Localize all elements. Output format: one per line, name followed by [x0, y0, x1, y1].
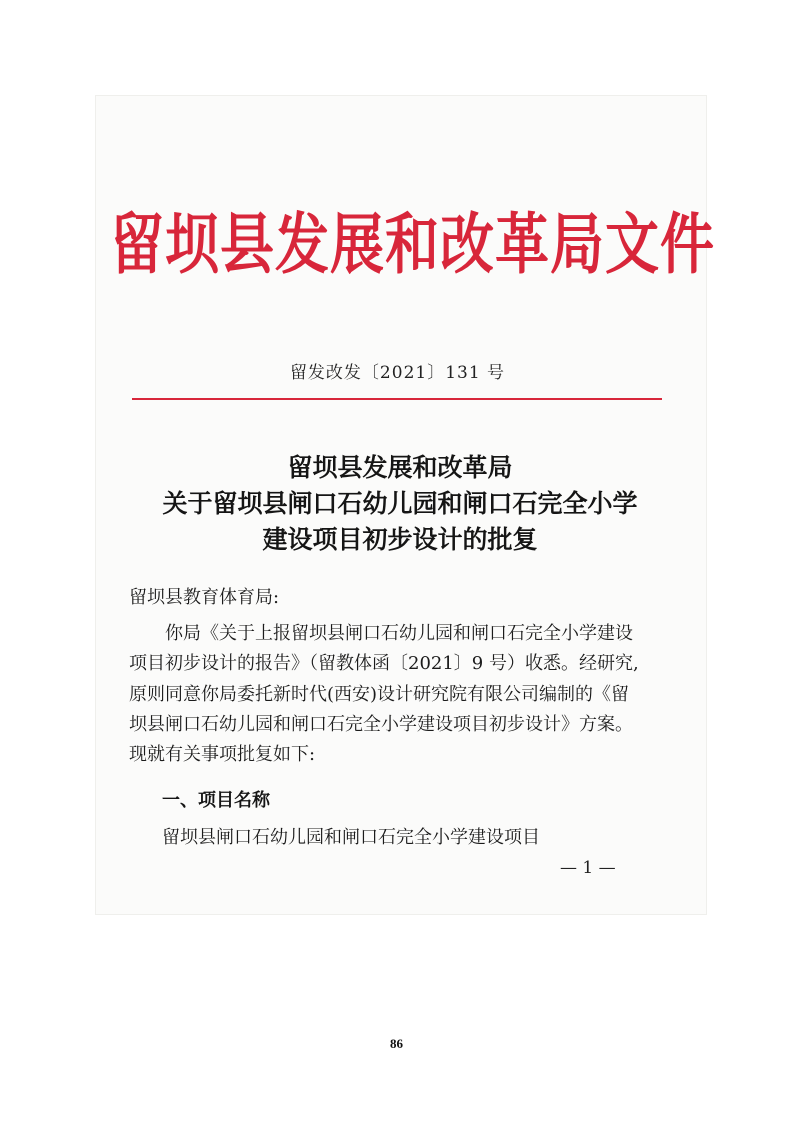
body-paragraph	[129, 619, 669, 770]
issuer-header-title: 留坝县发展和改革局文件	[110, 205, 715, 283]
page-mark: — 1 —	[560, 858, 616, 878]
title-line-2: 关于留坝县闸口石幼儿园和闸口石完全小学	[162, 489, 638, 518]
paragraph-line-1: 你局《关于上报留坝县闸口石幼儿园和闸口石完全小学建设	[129, 623, 633, 644]
paragraph-line-4: 坝县闸口石幼儿园和闸口石完全小学建设项目初步设计》方案。	[129, 713, 633, 735]
title-line-3: 建设项目初步设计的批复	[262, 525, 538, 554]
section-heading: 一、项目名称	[162, 790, 270, 811]
red-divider-line	[132, 398, 662, 400]
document-number: 留发改发〔2021〕131 号	[289, 363, 506, 383]
paragraph-line-5: 现就有关事项批复如下:	[129, 744, 316, 766]
project-name: 留坝县闸口石幼儿园和闸口石完全小学建设项目	[162, 827, 540, 848]
document-title	[110, 450, 690, 558]
addressee: 留坝县教育体育局:	[129, 587, 280, 608]
paragraph-line-2: 项目初步设计的报告》（留教体函〔2021〕9 号）收悉。经研究,	[129, 653, 639, 675]
page-number: 86	[390, 1036, 403, 1051]
paragraph-line-3: 原则同意你局委托新时代(西安)设计研究院有限公司编制的《留	[129, 683, 630, 705]
title-line-1: 留坝县发展和改革局	[287, 453, 513, 482]
